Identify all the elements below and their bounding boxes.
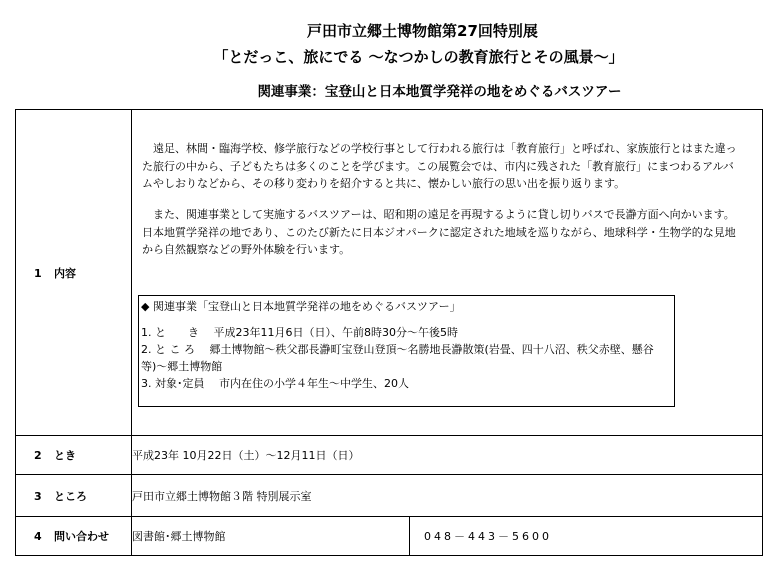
row-number: 3 [34,489,42,503]
row-label-date [16,436,132,475]
event-place-line-cont: 等)～郷土博物館 [141,360,223,373]
table-row-place [16,475,763,517]
row-label-text: 問い合わせ [54,530,109,543]
description-paragraph-2: また、関連事業として実施するバスツアーは、昭和期の遠足を再現するように貸し切りバスで長瀞方面へ向かいます。日本地質学発祥の地であり、このたび新たに日本ジオパークに認定された地域を巡りながら、地球科学・生物学的な見地から自然観察などの野外体験を行います。 [142,208,736,256]
row-label-text: 内容 [54,266,76,280]
event-date-line: 1. と き 平成23年11月6日（日）、午前8時30分～午後5時 [141,326,458,339]
contact-phone: 048－443－5600 [410,517,763,556]
event-summary-heading: ◆ 関連事業「宝登山と日本地質学発祥の地をめぐるバスツアー」 [141,300,461,313]
row-number: 1 [34,266,42,280]
table-row-date [16,436,763,475]
table-row-content [16,110,763,436]
row-label-text: とき [54,449,76,462]
exhibition-title: 戸田市立郷土博物館第27回特別展 [307,22,538,40]
contact-org: 図書館･郷土博物館 [132,517,410,556]
event-summary-box [138,295,675,407]
content-cell [132,110,763,436]
exhibition-subtitle: 「とだっこ、旅にでる ～なつかしの教育旅行とその風景～」 [213,48,624,66]
row-label-content [16,110,132,436]
place-value: 戸田市立郷土博物館３階 特別展示室 [132,475,763,517]
info-table [15,109,763,556]
row-number: 2 [34,449,42,462]
event-target-line: 3. 対象･定員 市内在住の小学４年生～中学生、20人 [141,377,409,390]
date-value: 平成23年 10月22日（土）～12月11日（日） [132,436,763,475]
event-place-line: 2. と こ ろ 郷土博物館～秩父郡長瀞町宝登山登頂～名勝地長瀞散策(岩畳、四十八沼、秩父赤壁、懸谷 [141,343,654,356]
related-event-title: 関連事業：宝登山と日本地質学発祥の地をめぐるバスツアー [257,84,622,100]
row-label-place [16,475,132,517]
row-label-text: ところ [54,489,87,503]
row-number: 4 [34,530,42,543]
description-paragraph-1: 遠足、林間・臨海学校、修学旅行などの学校行事として行われる旅行は「教育旅行」と呼ばれ、家族旅行とはまた違った旅行の中から、子どもたちは多くのことを学びます。この展覧会では、市内に残された「教育旅行」にまつわるアルバムやしおりなどから、その移り変わりを紹介すると共に、懐かしい旅行の思い出を振り返ります。 [142,142,737,190]
row-label-contact [16,517,132,556]
table-row-contact [16,517,763,556]
